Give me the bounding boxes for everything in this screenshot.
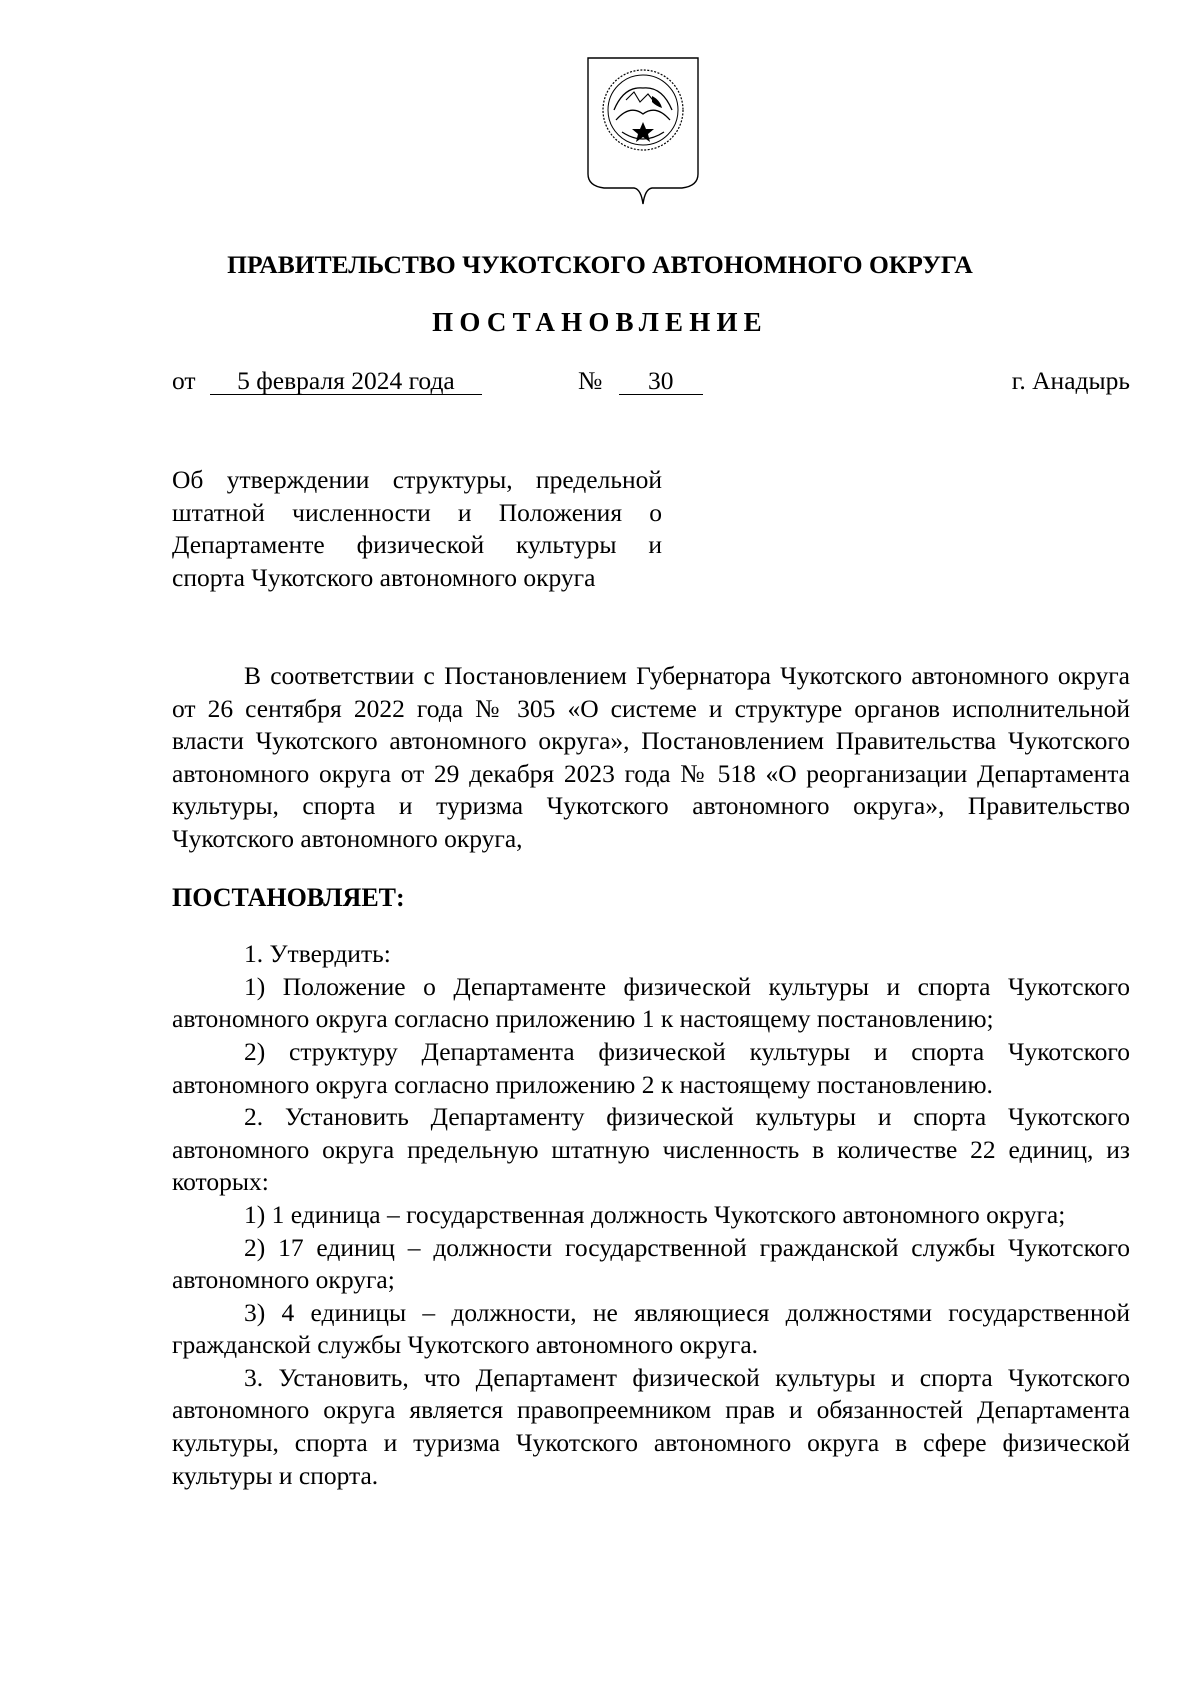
- document-city: г. Анадырь: [1011, 366, 1130, 395]
- number-prefix: №: [578, 366, 603, 395]
- number-line: [578, 366, 703, 396]
- document-body: [172, 660, 1130, 1492]
- list-item: 1. Утвердить:: [244, 939, 391, 969]
- document-type: ПОСТАНОВЛЕНИЕ: [432, 307, 768, 337]
- document-number: 30: [619, 367, 703, 395]
- preamble-paragraph: В соответствии с Постановлением Губернатора Чукотского автономного округа от 26 сентября 2022 года № 305 «О системе и структуре органов исполнительной власти Чукотского автономного округа», Постановлением Правительства Чукотского автономного округа от 29 декабря 2023 года № 518 «О реорганизации Департамента культуры, спорта и туризма Чукотского автономного округа», Правительство Чукотского автономного округа,: [172, 661, 1130, 853]
- document-date: 5 февраля 2024 года: [210, 367, 482, 395]
- date-prefix: от: [172, 366, 196, 395]
- list-item: 1) Положение о Департаменте физической культуры и спорта Чукотского автономного округа согласно приложению 1 к настоящему постановлению;: [172, 971, 1130, 1034]
- resolves-heading: ПОСТАНОВЛЯЕТ:: [172, 882, 405, 912]
- list-item: 3) 4 единицы – должности, не являющиеся должностями государственной гражданской службы Чукотского автономного округа.: [172, 1297, 1130, 1360]
- document-subject: Об утверждении структуры, предельной штатной численности и Положения о Департаменте физической культуры и спорта Чукотского автономного округа: [172, 465, 662, 592]
- coat-of-arms-emblem: [586, 56, 700, 206]
- organization-title: ПРАВИТЕЛЬСТВО ЧУКОТСКОГО АВТОНОМНОГО ОКРУГА: [227, 250, 973, 279]
- list-item: 2) 17 единиц – должности государственной гражданской службы Чукотского автономного округа;: [172, 1232, 1130, 1295]
- list-item: 2) структуру Департамента физической культуры и спорта Чукотского автономного округа согласно приложению 2 к настоящему постановлению.: [172, 1036, 1130, 1099]
- list-item: 3. Установить, что Департамент физической культуры и спорта Чукотского автономного округа является правопреемником прав и обязанностей Департамента культуры, спорта и туризма Чукотского автономного округа в сфере физической культуры и спорта.: [172, 1362, 1130, 1490]
- date-line: [172, 366, 482, 396]
- list-item: 2. Установить Департаменту физической культуры и спорта Чукотского автономного округа предельную штатную численность в количестве 22 единиц, из которых:: [172, 1102, 1130, 1197]
- list-item: 1) 1 единица – государственная должность Чукотского автономного округа;: [244, 1199, 1066, 1229]
